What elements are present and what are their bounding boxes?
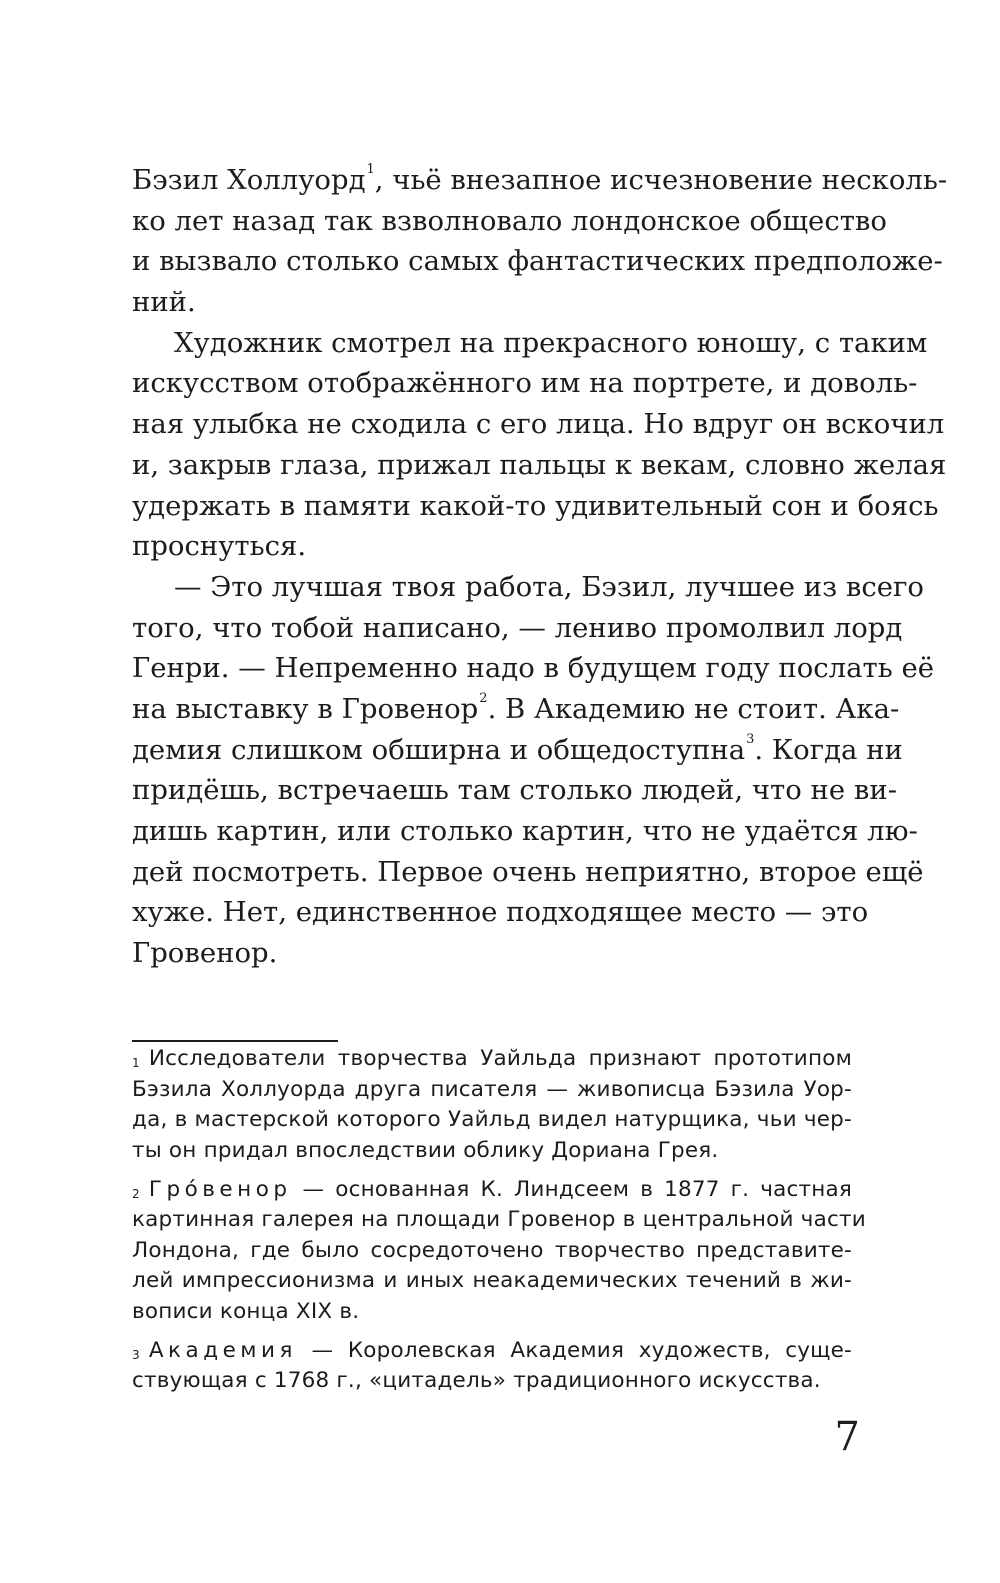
- footnote-1: [132, 1044, 852, 1166]
- text-line: Гровенор.: [132, 937, 278, 970]
- footnote-separator: [132, 1040, 338, 1042]
- footnote-number: 2: [132, 1186, 140, 1201]
- footnote-ref-1[interactable]: 1: [366, 162, 375, 177]
- text-line: на выставку в Гровенор$^2$. В Академию не стоит. Ака-: [132, 690, 900, 725]
- text-line: ная улыбка не сходила с его лица. Но вдруг он вскочил: [132, 408, 945, 441]
- text-line: и, закрыв глаза, прижал пальцы к векам, словно желая: [132, 448, 947, 481]
- text-line: дишь картин, или столько картин, что не удаётся лю-: [132, 815, 918, 847]
- footnote-ref-3[interactable]: 3: [746, 731, 755, 747]
- main-text: [132, 160, 948, 974]
- footnote-line: ствующая с 1768 г., «цитадель» традиционного искусства.: [132, 1368, 821, 1393]
- footnote-line: Бэзила Холлуорда друга писателя — живописца Бэзила Уор-: [132, 1076, 852, 1102]
- footnote-term: Академия: [148, 1337, 297, 1363]
- footnote-line: картинная галерея на площади Гровенор в центральной части: [132, 1207, 866, 1232]
- footnote-line: лей импрессионизма и иных неакадемических течений в жи-: [132, 1268, 852, 1293]
- footnote-2: [132, 1175, 866, 1328]
- text-line: — Это лучшая твоя работа, Бэзил, лучшее из всего: [174, 570, 924, 603]
- text-line: демия слишком обширна и общедоступна$^3$. Когда ни: [132, 731, 903, 766]
- footnote-line: да, в мастерской которого Уайльд видел натурщика, чьи чер-: [132, 1107, 852, 1132]
- text-line: искусством отображённого им на портрете, и доволь-: [132, 367, 918, 400]
- footnote-line: вописи конца XIX в.: [132, 1298, 360, 1324]
- footnote-3: [132, 1336, 852, 1397]
- footnote-line: Лондона, где было сосредоточено творчество представите-: [132, 1237, 852, 1263]
- footnote-number: 1: [132, 1056, 140, 1070]
- footnote-line: $^3$ Академия — Королевская Академия художеств, суще-: [132, 1337, 852, 1363]
- text-line: дей посмотреть. Первое очень неприятно, второе ещё: [132, 855, 924, 888]
- text-line: проснуться.: [132, 530, 307, 563]
- text-line: Бэзил Холлуорд$^1$, чьё внезапное исчезновение несколь-: [132, 162, 948, 196]
- footnotes: [132, 1044, 866, 1405]
- footnote-line: $^2$ Гро́венор — основанная К. Линдсеем в 1877 г. частная: [132, 1176, 852, 1202]
- footnote-number: 3: [132, 1347, 140, 1362]
- page-number: 7: [834, 1414, 860, 1460]
- text-line: хуже. Нет, единственное подходящее место — это: [132, 896, 869, 929]
- text-line: ко лет назад так взволновало лондонское общество: [132, 204, 887, 237]
- footnote-line: ты он придал впоследствии облику Дориана Грея.: [132, 1137, 719, 1163]
- text-line: придёшь, встречаешь там столько людей, что не ви-: [132, 774, 898, 807]
- text-line: удержать в памяти какой-то удивительный сон и боясь: [132, 489, 939, 522]
- text-line: и вызвало столько самых фантастических предположе-: [132, 245, 943, 278]
- footnote-ref-2[interactable]: 2: [479, 690, 488, 706]
- text-line: ний.: [132, 286, 196, 319]
- footnote-term: Гро́венор: [148, 1176, 292, 1202]
- text-line: Генри. — Непременно надо в будущем году послать её: [132, 652, 934, 685]
- text-line: того, что тобой написано, — лениво промолвил лорд: [132, 611, 903, 644]
- footnote-line: $^1$ Исследователи творчества Уайльда признают прототипом: [132, 1046, 852, 1071]
- text-line: Художник смотрел на прекрасного юношу, с таким: [174, 326, 928, 359]
